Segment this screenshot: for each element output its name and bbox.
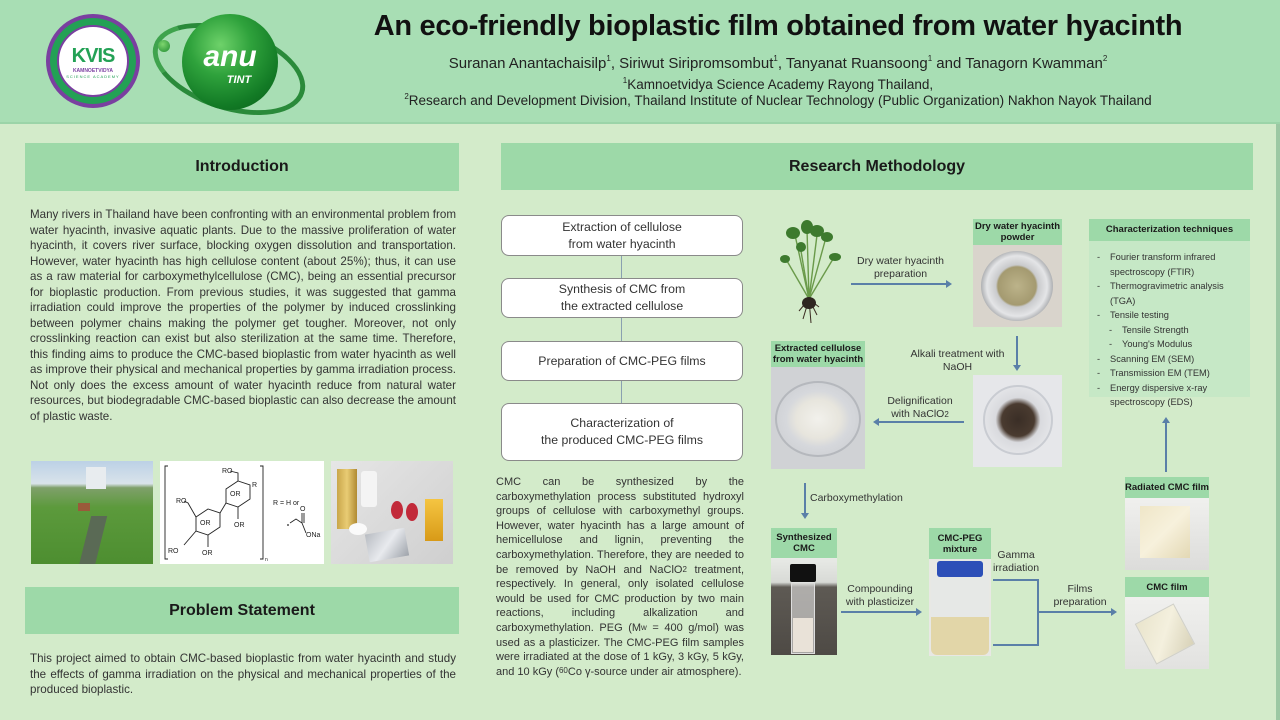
kvis-logo-text: KVIS xyxy=(71,45,115,67)
svg-text:OR: OR xyxy=(202,550,213,557)
svg-text:n: n xyxy=(265,557,268,563)
arrow-right xyxy=(851,283,949,285)
affiliation-1: $^1$Kamnoetvidya Science Academy Rayong Thailand, xyxy=(622,76,934,92)
svg-text:R = H or: R = H or xyxy=(273,500,300,507)
river-photo xyxy=(31,461,153,564)
arrow-down xyxy=(804,483,806,516)
alkali-treated-fiber-photo xyxy=(973,375,1062,467)
arrow-up xyxy=(1165,420,1167,472)
cmc-structure-diagram xyxy=(160,461,324,564)
problem-statement-heading: Problem Statement xyxy=(25,587,459,634)
svg-text:R: R xyxy=(252,482,258,489)
poster-title: An eco-friendly bioplastic film obtained from water hyacinth xyxy=(373,10,1183,42)
technique-item: - Fourier transform infrared spectroscopy (FTIR) xyxy=(1097,250,1247,279)
poster-header xyxy=(0,0,1280,124)
technique-item: - Thermogravimetric analysis (TGA) xyxy=(1097,279,1247,308)
label-synthesized-cmc: Synthesized CMC xyxy=(771,528,837,558)
cmc-peg-mixture-photo xyxy=(929,559,991,656)
svg-text:OR: OR xyxy=(234,522,245,529)
flow-step-synthesis: Synthesis of CMC from the extracted cellulose xyxy=(501,278,743,318)
label-radiated-film: Radiated CMC film xyxy=(1125,477,1209,498)
step-dry-preparation: Dry water hyacinth preparation xyxy=(857,255,944,280)
flow-connector xyxy=(621,318,622,341)
step-delignification: Delignification with NaClO2 xyxy=(887,395,953,420)
extracted-cellulose-photo xyxy=(771,367,865,469)
arrow-left xyxy=(876,421,964,423)
step-gamma-irradiation: Gamma irradiation xyxy=(992,549,1040,574)
bracket-line xyxy=(993,644,1038,646)
flow-step-characterization: Characterization of the produced CMC-PEG films xyxy=(501,403,743,461)
poster-edge xyxy=(1276,124,1280,720)
svg-text:RO: RO xyxy=(168,548,179,555)
water-hyacinth-plant-photo xyxy=(773,215,845,327)
step-alkali-treatment: Alkali treatment with NaOH xyxy=(910,348,1005,373)
step-carboxymethylation: Carboxymethylation xyxy=(810,492,903,504)
technique-subitem: - Young's Modulus xyxy=(1097,337,1247,352)
author-list: Suranan Anantachaisilp$^1$, Siriwut Siripromsombut$^1$, Tanyanat Ruansoong$^1$ and Tanagorn Kwamman$^2$ xyxy=(448,54,1108,72)
research-methodology-heading: Research Methodology xyxy=(501,143,1253,190)
characterization-list xyxy=(1097,250,1247,410)
flow-connector xyxy=(621,256,622,278)
technique-item: - Energy dispersive x-ray spectroscopy (EDS) xyxy=(1097,381,1247,410)
step-compounding: Compounding with plasticizer xyxy=(845,583,915,608)
bioplastic-products-photo xyxy=(331,461,453,564)
technique-item: - Transmission EM (TEM) xyxy=(1097,366,1247,381)
svg-text:RO: RO xyxy=(222,468,233,475)
introduction-heading: Introduction xyxy=(25,143,459,191)
flow-connector xyxy=(621,381,622,403)
flow-step-preparation: Preparation of CMC-PEG films xyxy=(501,341,743,381)
radiated-film-photo xyxy=(1125,498,1209,570)
synthesized-cmc-photo xyxy=(771,558,837,655)
cmc-synthesis-text: CMC can be synthesized by the carboxymethylation process substituted hydroxyl groups of cellulose with carboxymethyl groups. However, water hyacinth has a large amount of hemicellulose and lignin, preventing the carboxymethylation. Therefore, they are needed to be removed by NaOH and NaClO2 treatment, respectively. In general, only isolated cellulose would be used for CMC production by two main reactions, including alkalization and carboxymethylation. PEG (Mw = 400 g/mol) was used as a plasticizer. The CMC-PEG film samples were irradiated at the dose of 1 kGy, 3 kGy, 5 kGy, and 10 kGy ($^{60}$Co γ-source under air atmosphere). xyxy=(496,476,745,678)
characterization-heading: Characterization techniques xyxy=(1089,219,1250,241)
technique-item: - Tensile testing xyxy=(1097,308,1247,323)
introduction-text: Many rivers in Thailand have been confronting with an environmental problem from water hyacinth, invasive aquatic plants. Due to the massive proliferation of water hyacinth, it covers river surface, blocking oxygen dissolution and transportation. However, water hyacinth has high cellulose content (about 25%); thus, it can use as a raw material for carboxymethylcellulose (CMC), being an essential precursor for bioplastic production. From previous studies, it was suggested that gamma irradiation could improve the properties of the polymer by induced crosslinking between polymer chains making the polymer get tougher. Moreover, not only crosslinking reaction can exist but also sterilization at the same time. Therefore, this finding aims to produce the CMC-based bioplastic from water hyacinth as well as improve their physical and mechanical properties by gamma irradiation process. Not only does the excess amount of water hyacinth reduce from natural water resources, but biodegradable CMC-based bioplastic can also decrease the amount of plastic waste. xyxy=(30,208,456,423)
label-dry-powder: Dry water hyacinth powder xyxy=(975,221,1060,243)
technique-subitem: - Tensile Strength xyxy=(1097,323,1247,338)
bracket-line xyxy=(993,579,1038,581)
label-cmc-film: CMC film xyxy=(1125,577,1209,597)
arrow-right xyxy=(841,611,919,613)
flow-step-extraction: Extraction of cellulose from water hyacinth xyxy=(501,215,743,256)
svg-text:ONa: ONa xyxy=(306,532,321,539)
dry-powder-photo xyxy=(973,245,1062,327)
kvis-logo: KVIS KAMNOETVIDYA SCIENCE ACADEMY xyxy=(46,14,140,108)
svg-text:RO: RO xyxy=(176,498,187,505)
label-extracted-cellulose: Extracted cellulose from water hyacinth xyxy=(772,343,864,365)
arrow-down xyxy=(1016,336,1018,368)
label-cmc-peg-mixture: CMC-PEG mixture xyxy=(929,528,991,559)
arrow-right xyxy=(1038,611,1114,613)
tint-logo-text: anu xyxy=(203,40,257,73)
cmc-film-photo xyxy=(1125,597,1209,669)
svg-text:OR: OR xyxy=(200,520,211,527)
affiliation-2: $^2$Research and Development Division, Thailand Institute of Nuclear Technology (Public Organization) Nakhon Nayok Thailand xyxy=(404,92,1152,108)
svg-text:OR: OR xyxy=(230,491,241,498)
technique-item: - Scanning EM (SEM) xyxy=(1097,352,1247,367)
problem-statement-text: This project aimed to obtain CMC-based bioplastic from water hyacinth and study the effects of gamma irradiation on the physical and mechanical properties of the produced bioplastic. xyxy=(30,652,456,696)
tint-logo: anu TINT xyxy=(150,10,310,114)
svg-text:O: O xyxy=(300,506,306,513)
step-films-preparation: Films preparation xyxy=(1053,583,1107,608)
